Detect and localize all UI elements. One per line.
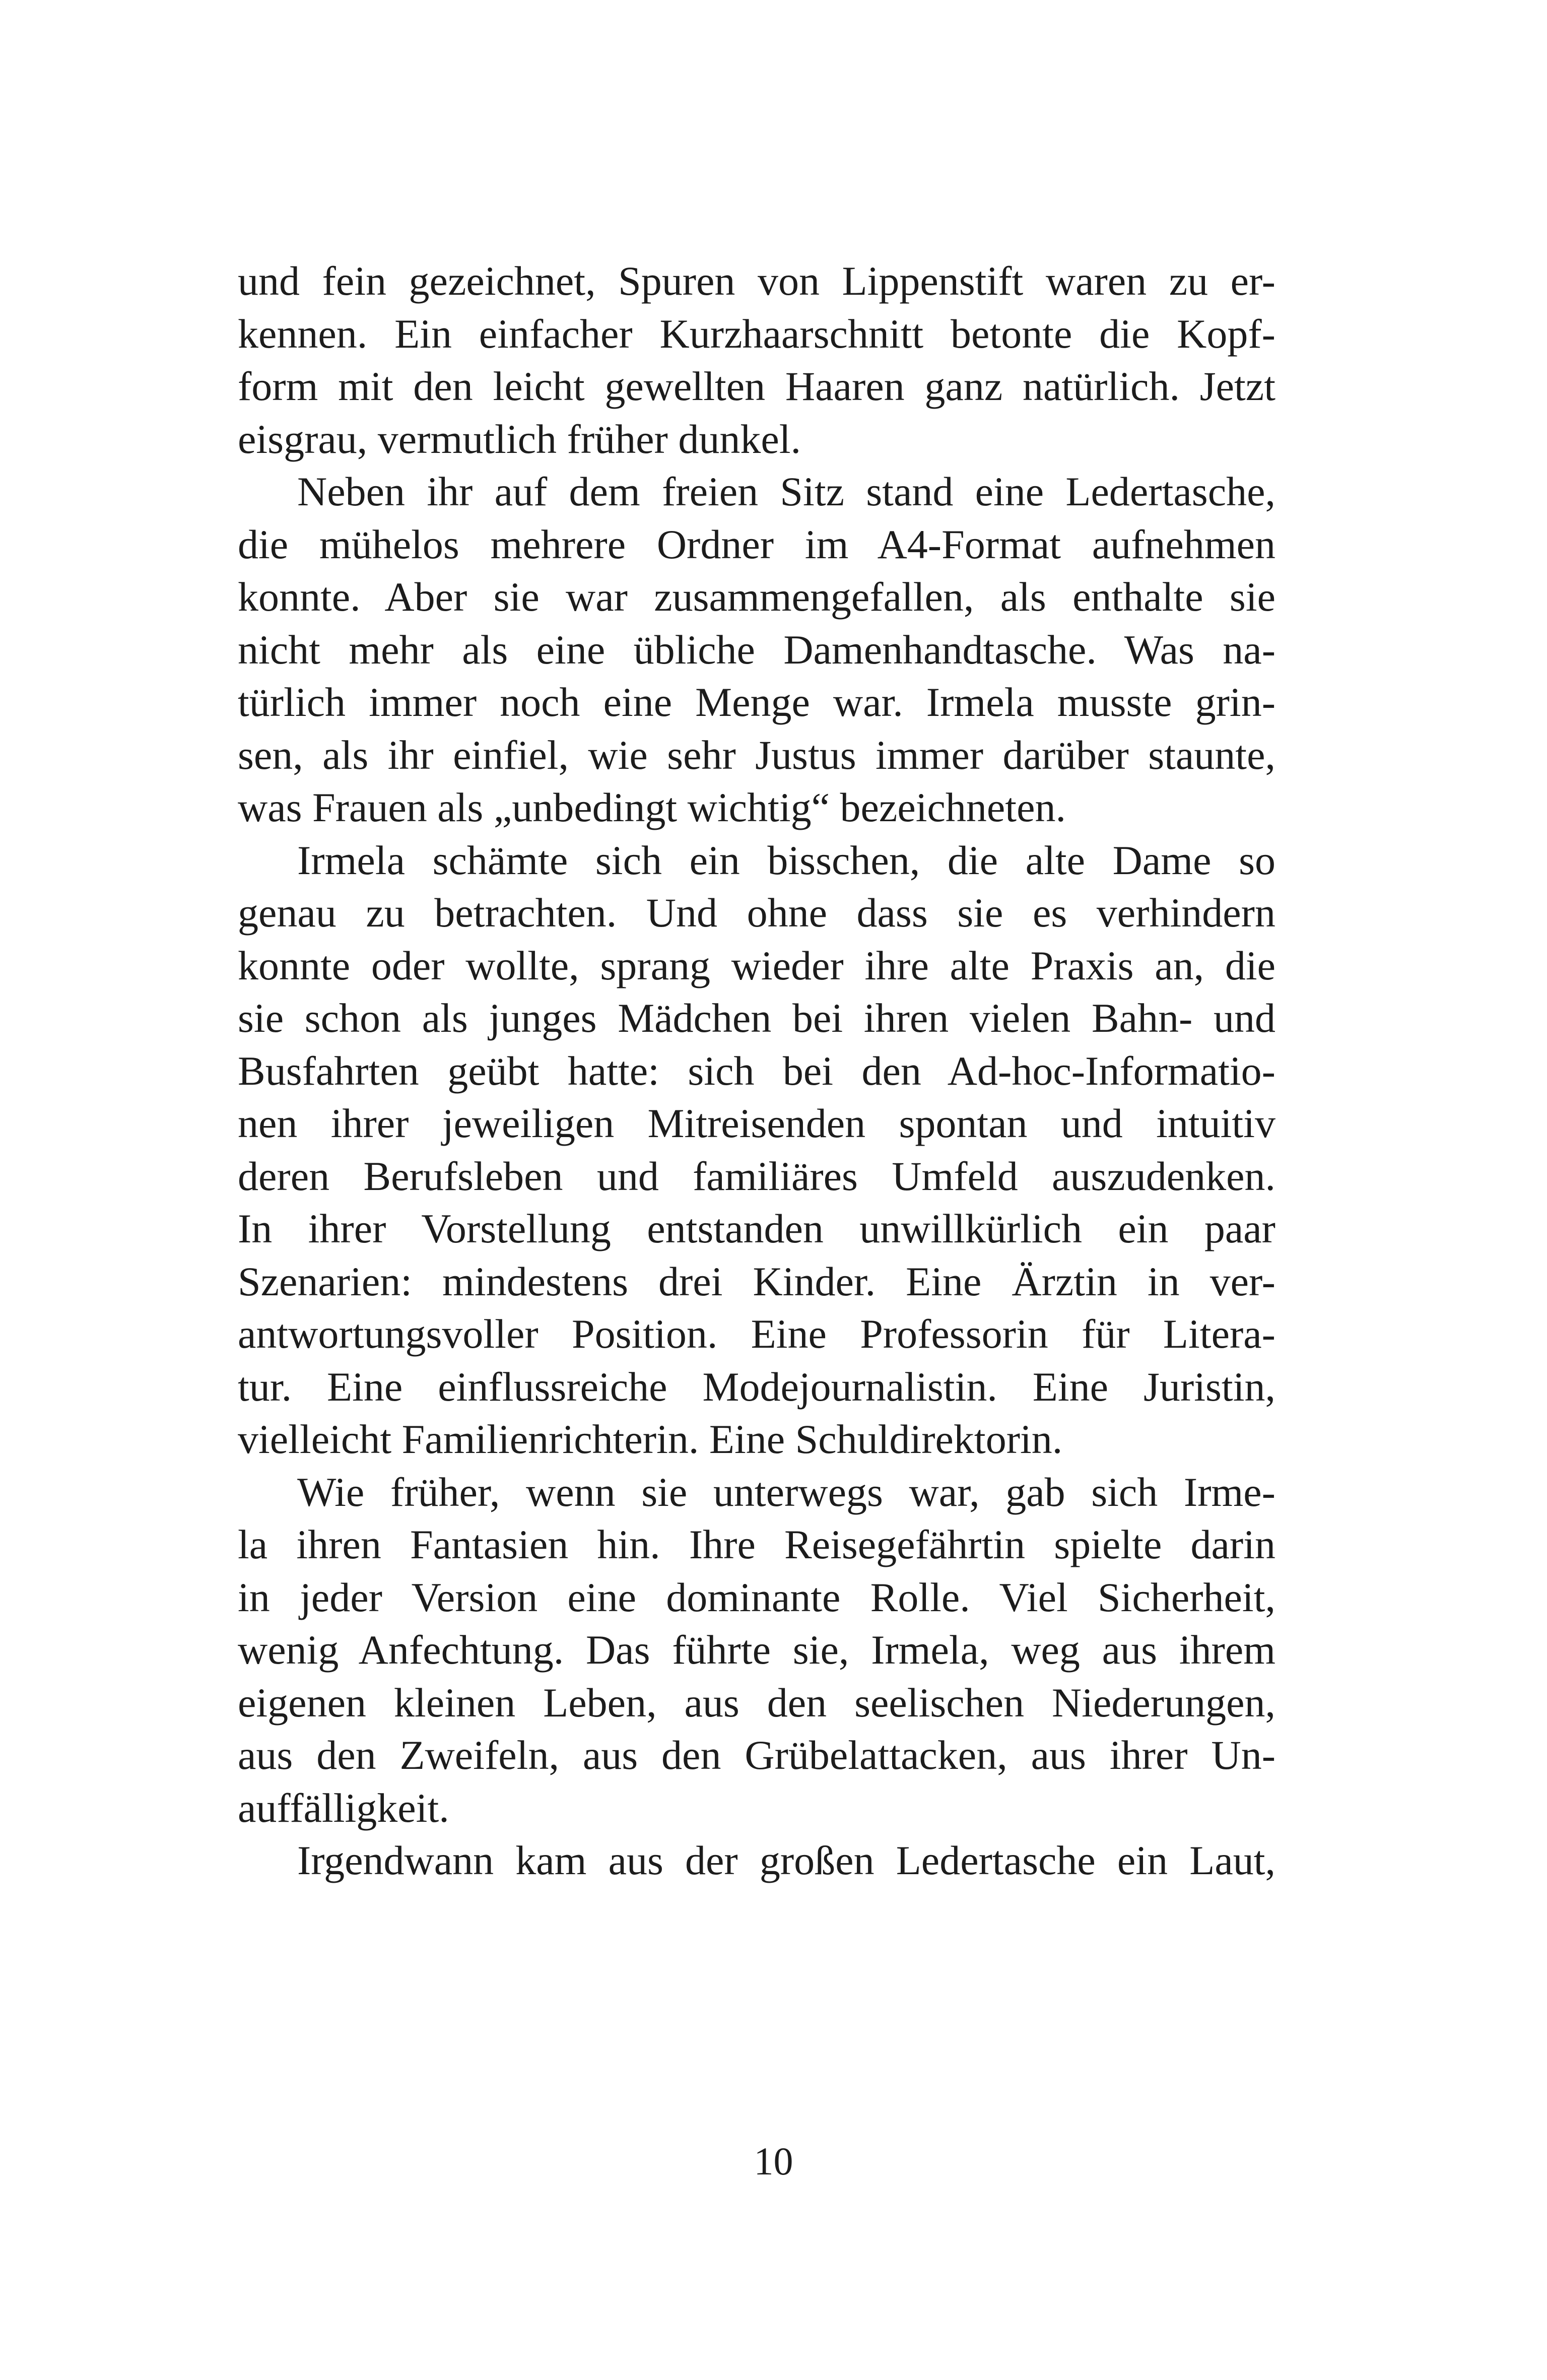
text-line: vielleicht Familienrichterin. Eine Schuldirektorin. (238, 1416, 1063, 1462)
text-line: Neben ihr auf dem freien Sitz stand eine Ledertasche, (297, 469, 1275, 514)
text-line: eisgrau, vermutlich früher dunkel. (238, 416, 801, 462)
text-line: konnte oder wollte, sprang wieder ihre alte Praxis an, die (238, 942, 1275, 988)
text-line: Irmela schämte sich ein bisschen, die alte Dame so (297, 837, 1275, 883)
text-line: sie schon als junges Mädchen bei ihren vielen Bahn- und (238, 995, 1275, 1041)
text-line: und fein gezeichnet, Spuren von Lippenstift waren zu er- (238, 258, 1275, 304)
text-line: in jeder Version eine dominante Rolle. Viel Sicherheit, (238, 1574, 1275, 1620)
text-line: sen, als ihr einfiel, wie sehr Justus immer darüber staunte, (238, 732, 1275, 778)
text-line: nicht mehr als eine übliche Damenhandtasche. Was na- (238, 626, 1275, 673)
paragraph (238, 1466, 1275, 1835)
text-line: türlich immer noch eine Menge war. Irmela musste grin- (238, 679, 1275, 725)
text-line: konnte. Aber sie war zusammengefallen, als enthalte sie (238, 574, 1275, 620)
page-number: 10 (754, 2139, 793, 2183)
text-line: In ihrer Vorstellung entstanden unwillkürlich ein paar (238, 1206, 1275, 1251)
text-line: genau zu betrachten. Und ohne dass sie es verhindern (238, 890, 1275, 936)
text-line: deren Berufsleben und familiäres Umfeld auszudenken. (238, 1153, 1275, 1199)
text-line: auffälligkeit. (238, 1784, 449, 1831)
text-line: Irgendwann kam aus der großen Ledertasche ein Laut, (297, 1837, 1275, 1883)
body-text (238, 255, 1275, 1887)
text-line: antwortungsvoller Position. Eine Professorin für Litera- (238, 1311, 1275, 1357)
text-line: wenig Anfechtung. Das führte sie, Irmela, weg aus ihrem (238, 1627, 1275, 1673)
text-line: form mit den leicht gewellten Haaren ganz natürlich. Jetzt (238, 363, 1275, 409)
text-line: la ihren Fantasien hin. Ihre Reisegefährtin spielte darin (238, 1522, 1275, 1567)
text-line: Busfahrten geübt hatte: sich bei den Ad-hoc-Informatio- (238, 1047, 1275, 1094)
paragraph (238, 255, 1275, 466)
text-line: nen ihrer jeweiligen Mitreisenden spontan und intuitiv (238, 1100, 1275, 1146)
text-line: aus den Zweifeln, aus den Grübelattacken, aus ihrer Un- (238, 1732, 1275, 1778)
text-line: Szenarien: mindestens drei Kinder. Eine Ärztin in ver- (238, 1258, 1275, 1304)
text-line: was Frauen als „unbedingt wichtig“ bezeichneten. (238, 784, 1066, 830)
text-line: Wie früher, wenn sie unterwegs war, gab sich Irme- (297, 1469, 1275, 1515)
paragraph (238, 1834, 1275, 1887)
text-line: eigenen kleinen Leben, aus den seelischen Niederungen, (238, 1679, 1275, 1726)
text-line: kennen. Ein einfacher Kurzhaarschnitt betonte die Kopf- (238, 310, 1275, 357)
text-line: tur. Eine einflussreiche Modejournalistin. Eine Juristin, (238, 1363, 1275, 1410)
paragraph (238, 834, 1275, 1466)
paragraph (238, 466, 1275, 834)
text-line: die mühelos mehrere Ordner im A4-Format aufnehmen (238, 521, 1275, 567)
